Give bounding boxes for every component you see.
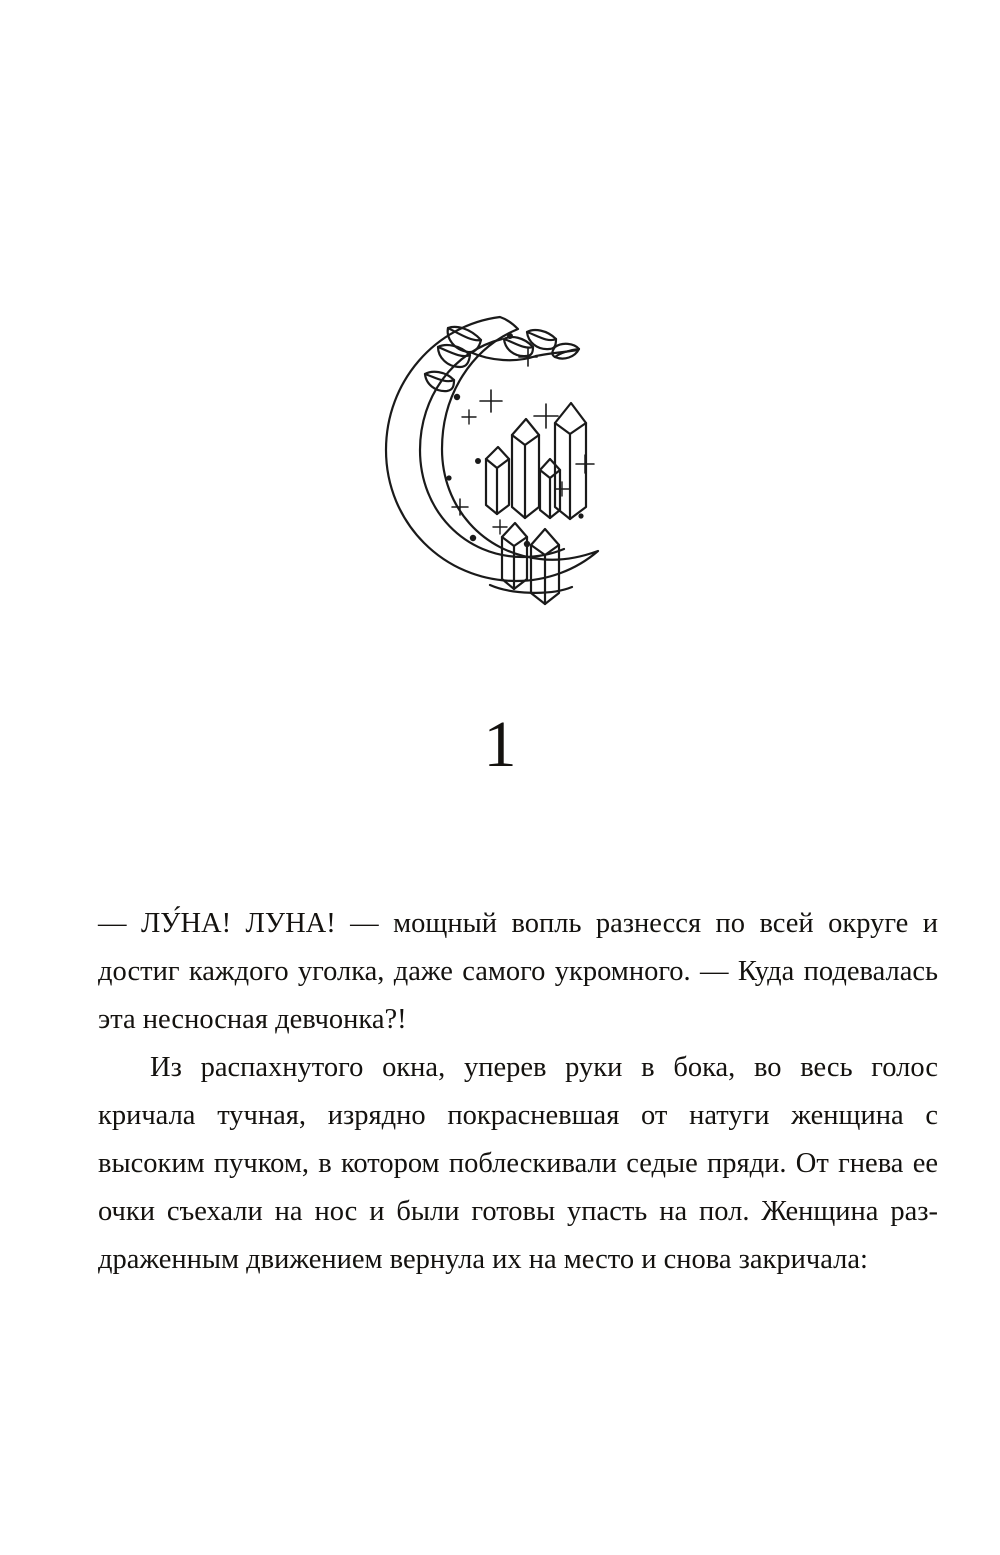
paragraph-1: — ЛУ́НА! ЛУНА! — мощный вопль разнесся по всей округе и достиг каждого уголка, даже самого укромного. — Куда подевалась эта несносная девчонка?! — [98, 908, 938, 1035]
body-text — [98, 900, 938, 1284]
paragraph-2: Из распахнутого окна, уперев руки в бока, во весь голос кричала тучная, изрядно покрасневшая от натуги женщина с высоким пучком, в котором поблескивали седые пряди. От гнева ее очки съехали на нос и были готовы упасть на пол. Женщина раздраженным движением вернула их на место и снова закричала: — [98, 1052, 938, 1275]
crescent-moon-with-crystals-and-leaves-icon — [350, 295, 650, 625]
chapter-number: 1 — [483, 708, 517, 781]
chapter-ornament — [0, 295, 1000, 625]
